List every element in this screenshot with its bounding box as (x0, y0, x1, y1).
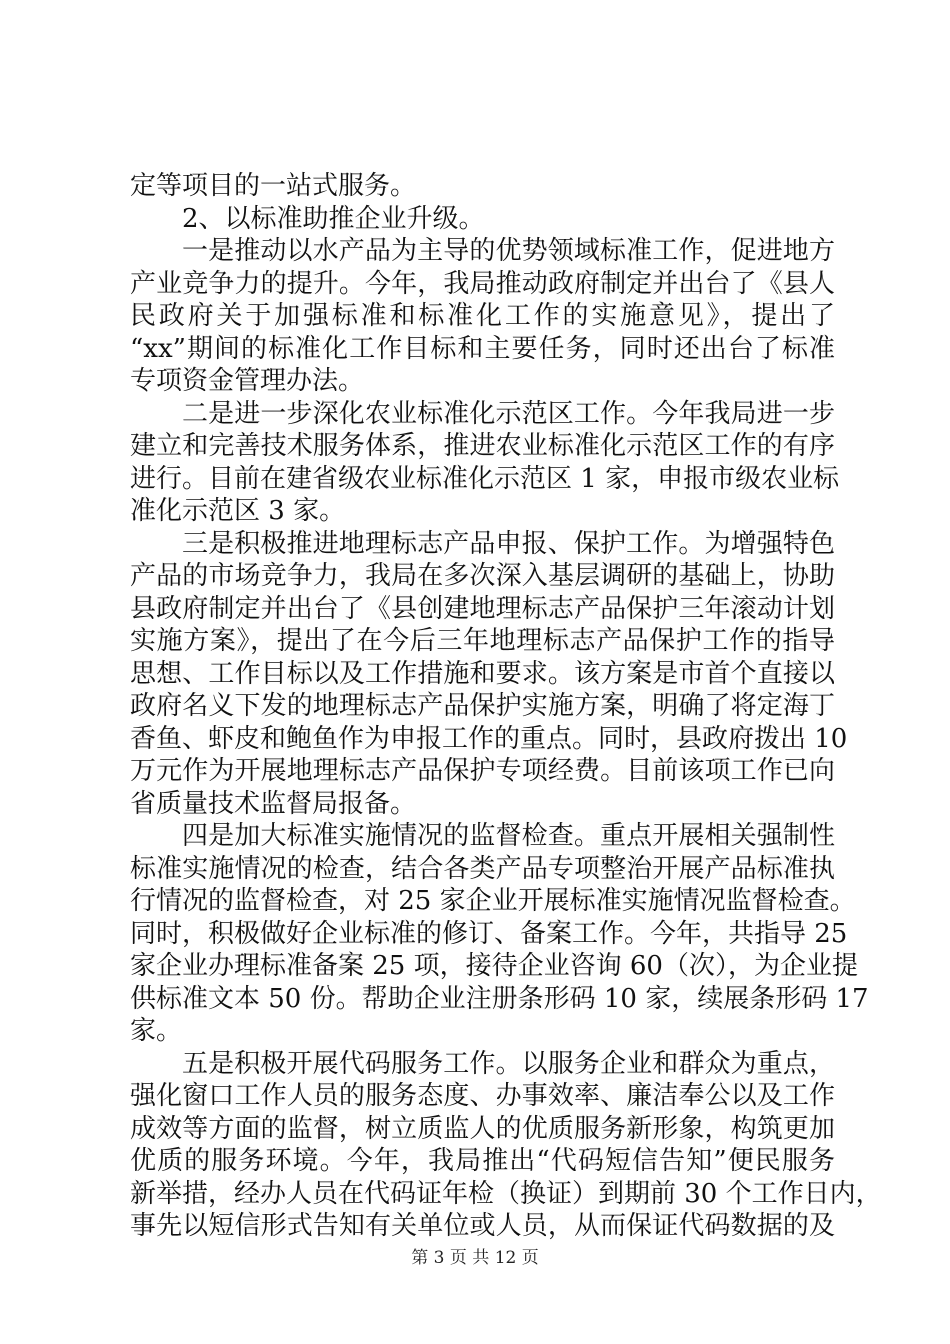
text-line: 县政府制定并出台了《县创建地理标志产品保护三年滚动计划 (130, 593, 835, 624)
text-line: 香鱼、虾皮和鲍鱼作为申报工作的重点。同时，县政府拨出 10 (130, 723, 848, 754)
text-line: 2、以标准助推企业升级。 (182, 203, 485, 234)
text-line: 供标准文本 50 份。帮助企业注册条形码 10 家，续展条形码 17 (130, 983, 869, 1014)
text-line: 新举措，经办人员在代码证年检（换证）到期前 30 个工作日内， (130, 1178, 882, 1209)
text-line: 政府名义下发的地理标志产品保护实施方案，明确了将定海丁 (130, 691, 835, 721)
text-line: 成效等方面的监督，树立质监人的优质服务新形象，构筑更加 (130, 1113, 835, 1144)
text-line: 准化示范区 3 家。 (130, 496, 346, 526)
text-line: 专项资金管理办法。 (130, 366, 365, 396)
text-line: 家。 (130, 1016, 183, 1046)
text-line: 行情况的监督检查，对 25 家企业开展标准实施情况监督检查。 (130, 886, 856, 916)
text-line: 同时，积极做好企业标准的修订、备案工作。今年，共指导 25 (130, 918, 848, 949)
text-line: 三是积极推进地理标志产品申报、保护工作。为增强特色 (182, 528, 835, 559)
text-line: 民政府关于加强标准和标准化工作的实施意见》，提出了 (130, 301, 835, 331)
text-line: 五是积极开展代码服务工作。以服务企业和群众为重点， (182, 1048, 835, 1079)
text-line: 优质的服务环境。今年，我局推出“代码短信告知”便民服务 (130, 1146, 835, 1176)
text-line: 产品的市场竞争力，我局在多次深入基层调研的基础上，协助 (130, 561, 835, 591)
text-line: 定等项目的一站式服务。 (130, 171, 417, 201)
text-line: “xx”期间的标准化工作目标和主要任务，同时还出台了标准 (130, 333, 835, 364)
text-line: 二是进一步深化农业标准化示范区工作。今年我局进一步 (182, 398, 835, 429)
page-number-label: 第 3 页 共 12 页 (411, 1248, 539, 1268)
text-line: 事先以短信形式告知有关单位或人员，从而保证代码数据的及 (130, 1211, 835, 1241)
page-footer (0, 1243, 950, 1268)
text-line: 强化窗口工作人员的服务态度、办事效率、廉洁奉公以及工作 (130, 1081, 835, 1111)
text-line: 产业竞争力的提升。今年，我局推动政府制定并出台了《县人 (130, 268, 835, 299)
text-line: 四是加大标准实施情况的监督检查。重点开展相关强制性 (182, 821, 835, 851)
text-line: 万元作为开展地理标志产品保护专项经费。目前该项工作已向 (130, 756, 835, 786)
document-body (130, 170, 882, 1243)
text-line: 实施方案》，提出了在今后三年地理标志产品保护工作的指导 (130, 626, 835, 656)
text-line: 省质量技术监督局报备。 (130, 788, 417, 819)
text-line: 一是推动以水产品为主导的优势领域标准工作，促进地方 (182, 236, 835, 266)
text-line: 思想、工作目标以及工作措施和要求。该方案是市首个直接以 (130, 658, 835, 689)
text-line: 进行。目前在建省级农业标准化示范区 1 家，申报市级农业标 (130, 463, 840, 494)
text-line: 建立和完善技术服务体系，推进农业标准化示范区工作的有序 (130, 431, 835, 461)
text-line: 标准实施情况的检查，结合各类产品专项整治开展产品标准执 (130, 853, 835, 884)
text-line: 家企业办理标准备案 25 项，接待企业咨询 60（次），为企业提 (130, 951, 858, 981)
